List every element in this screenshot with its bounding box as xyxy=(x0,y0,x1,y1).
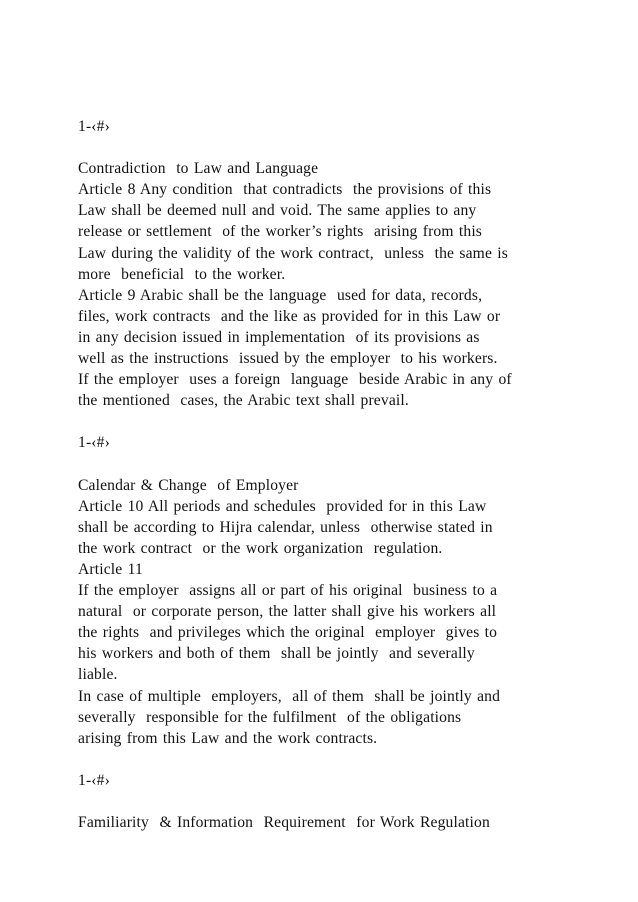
text-line: his workers and both of them shall be jointly and severally xyxy=(78,645,475,663)
blank-line xyxy=(78,791,598,812)
slide-number: 1-‹#› xyxy=(78,771,110,789)
text-line: well as the instructions issued by the employer to his workers. xyxy=(78,350,498,368)
section-heading: Calendar & Change of Employer xyxy=(78,476,299,494)
text-line: Article 11 xyxy=(78,560,143,578)
text-line: Article 9 Arabic shall be the language used for data, records, xyxy=(78,286,483,304)
text-line: the rights and privileges which the original employer gives to xyxy=(78,624,498,642)
document-body xyxy=(78,116,598,833)
blank-line xyxy=(78,749,598,770)
text-line: Article 8 Any condition that contradicts the provisions of this xyxy=(78,181,492,199)
text-line: shall be according to Hijra calendar, unless otherwise stated in xyxy=(78,518,493,536)
text-line: files, work contracts and the like as provided for in this Law or xyxy=(78,307,501,325)
text-line: liable. xyxy=(78,666,118,684)
blank-line xyxy=(78,411,598,432)
text-line: Article 10 All periods and schedules provided for in this Law xyxy=(78,497,487,515)
slide-number: 1-‹#› xyxy=(78,118,110,135)
text-line: If the employer uses a foreign language beside Arabic in any of xyxy=(78,371,512,389)
text-line: release or settlement of the worker’s rights arising from this xyxy=(78,223,483,241)
blank-line xyxy=(78,137,598,158)
text-line: Law during the validity of the work contract, unless the same is xyxy=(78,244,508,262)
text-line: more beneficial to the worker. xyxy=(78,265,286,283)
text-line: Law shall be deemed null and void. The same applies to any xyxy=(78,202,477,220)
section-heading: Contradiction to Law and Language xyxy=(78,160,319,178)
text-line: the work contract or the work organization regulation. xyxy=(78,539,443,557)
text-line: natural or corporate person, the latter shall give his workers all xyxy=(78,603,497,621)
blank-line xyxy=(78,454,598,475)
text-line: If the employer assigns all or part of his original business to a xyxy=(78,582,498,600)
text-line: severally responsible for the fulfilment of the obligations xyxy=(78,708,462,726)
text-line: in any decision issued in implementation of its provisions as xyxy=(78,328,480,346)
slide-number: 1-‹#› xyxy=(78,434,110,452)
text-line: In case of multiple employers, all of them shall be jointly and xyxy=(78,687,501,705)
text-line: the mentioned cases, the Arabic text shall prevail. xyxy=(78,392,409,410)
section-heading: Familiarity & Information Requirement for Work Regulation xyxy=(78,814,490,832)
text-line: arising from this Law and the work contracts. xyxy=(78,729,378,747)
